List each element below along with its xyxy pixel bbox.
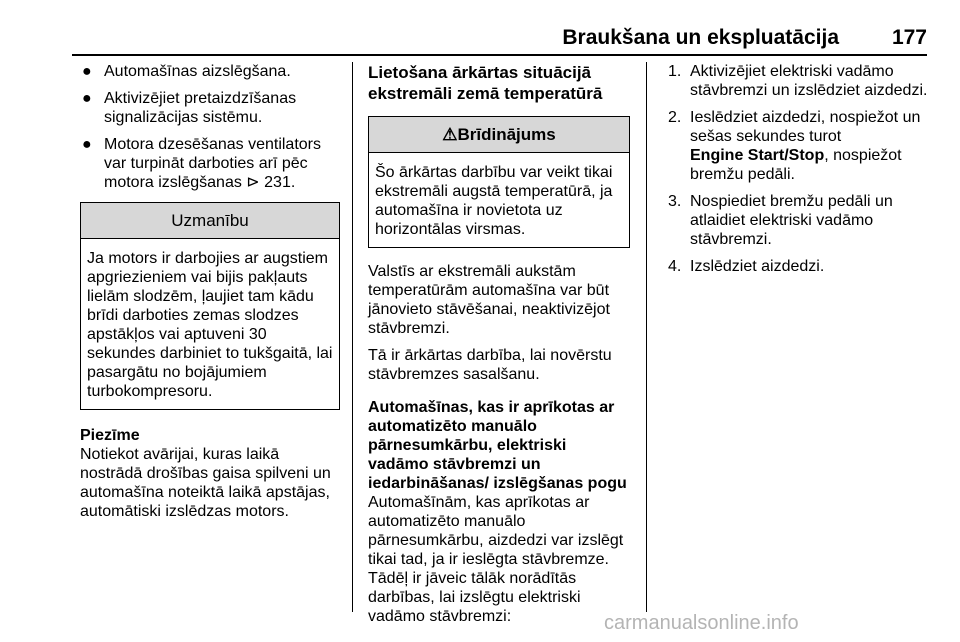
warning-title: Brīdinājums xyxy=(457,125,556,144)
subheading: Automašīnas, kas ir aprīkotas ar automatizēto manuālo pārnesumkārbu, elektriski vadāmo stāvbremzi un iedarbināšanas/ izslēgšanas pogu xyxy=(368,399,627,492)
header-rule xyxy=(72,54,927,56)
button-keyword: Engine Start/Stop xyxy=(690,147,825,164)
list-item: 3. Nospiediet bremžu pedāli un atlaidiet elektriski vadāmo stāvbremzi. xyxy=(668,193,893,248)
paragraph: Tā ir ārkārtas darbība, lai novērstu stāvbremzes sasalšanu. xyxy=(368,347,612,383)
section-heading: Lietošana ārkārtas situācijā ekstremāli zemā temperatūrā xyxy=(368,63,603,103)
step-number: 3. xyxy=(668,193,682,210)
list-item: ● Automašīnas aizslēgšana. xyxy=(82,63,291,80)
warning-box xyxy=(368,116,630,248)
warning-header xyxy=(369,117,629,153)
column-left xyxy=(80,62,340,521)
paragraph: Automašīnām, kas aprīkotas ar automatizēto manuālo pārnesumkārbu, aizdedzi var izslēgt tikai tad, ja ir ieslēgta stāvbremze. Tādēļ ir jāveic tālāk norādītās darbības, lai izslēgtu elektriski vadāmo stāvbremzi: xyxy=(368,494,624,625)
step-number: 1. xyxy=(668,63,682,80)
watermark: carmanualsonline.info xyxy=(604,612,799,634)
paragraph: Valstīs ar ekstremāli aukstām temperatūrām automašīna var būt jānovieto stāvēšanai, neaktivizējot stāvbremzi. xyxy=(368,263,610,337)
column-middle xyxy=(368,62,630,626)
list-item: 1. Aktivizējiet elektriski vadāmo stāvbremzi un izslēdziet aizdedzi. xyxy=(668,63,928,99)
column-right xyxy=(668,62,936,284)
steps-list xyxy=(668,62,936,276)
page-reference-link[interactable]: 231. xyxy=(264,174,296,191)
note-text: Notiekot avārijai, kuras laikā nostrādā drošības gaisa spilveni un automašīna noteiktā laikā apstājas, automātiski izslēdzas motors. xyxy=(80,446,331,520)
step-number: 2. xyxy=(668,109,682,126)
note-label: Piezīme xyxy=(80,427,140,444)
step-number: 4. xyxy=(668,258,682,275)
list-item: ● Motora dzesēšanas ventilators var turpināt darboties arī pēc motora izslēgšanas ⊳ 231. xyxy=(82,136,321,191)
list-item: 4. Izslēdziet aizdedzi. xyxy=(668,258,825,275)
list-item: ● Aktivizējiet pretaizdzīšanas signalizācijas sistēmu. xyxy=(82,90,297,126)
list-item: 2. Ieslēdziet aizdedzi, nospiežot un sešas sekundes turot Engine Start/Stop, nospiežot bremžu pedāli. xyxy=(668,109,921,183)
warning-text: Šo ārkārtas darbību var veikt tikai ekstremāli augstā temperatūrā, ja automašīna ir novietota uz horizontālas virsmas. xyxy=(375,164,613,238)
caution-box xyxy=(80,202,340,410)
page-header xyxy=(72,28,927,56)
bullet-icon: ● xyxy=(82,136,92,153)
bullet-icon: ● xyxy=(82,90,92,107)
page-number: 177 xyxy=(891,26,927,49)
column-divider xyxy=(352,62,353,612)
caution-title: Uzmanību xyxy=(81,203,339,239)
bullet-list xyxy=(80,62,340,192)
warning-icon: ⚠ xyxy=(442,125,458,144)
column-divider xyxy=(646,62,647,612)
page-reference-icon: ⊳ xyxy=(246,174,260,191)
caution-text: Ja motors ir darbojies ar augstiem apgriezieniem vai bijis pakļauts lielām slodzēm, ļaujiet tam kādu brīdi darboties zemas slodzes apstākļos vai aptuveni 30 sekundes darbiniet to tukšgaitā, lai pasargātu no bojājumiem turbokompresoru. xyxy=(87,250,333,400)
bullet-icon: ● xyxy=(82,63,92,80)
section-title: Braukšana un ekspluatācija xyxy=(562,26,839,49)
